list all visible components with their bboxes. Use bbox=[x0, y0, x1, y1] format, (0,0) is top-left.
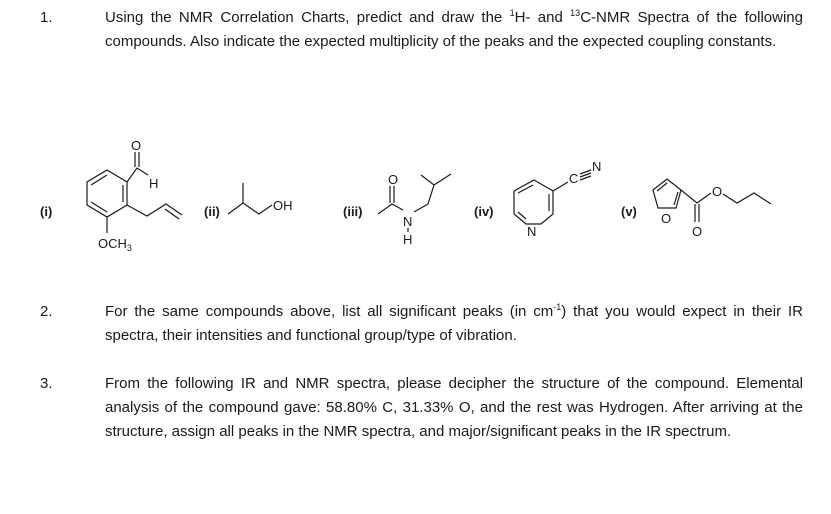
nitrile-carbon: C bbox=[569, 171, 579, 186]
hydroxyl-group: OH bbox=[273, 198, 293, 213]
compound-i bbox=[40, 138, 182, 253]
ester-chain bbox=[681, 190, 711, 203]
superscript-1: 1 bbox=[509, 8, 515, 18]
question-1-number: 1. bbox=[40, 9, 53, 26]
amide-hydrogen: H bbox=[403, 232, 413, 247]
compound-iv bbox=[474, 159, 601, 239]
nitrile-bond bbox=[553, 182, 568, 191]
isobutyl-chain bbox=[228, 203, 272, 214]
superscript-13: 13 bbox=[570, 8, 581, 18]
nitrile-nitrogen: N bbox=[592, 159, 602, 174]
compound-v-label: (v) bbox=[621, 204, 637, 219]
compound-i-label: (i) bbox=[40, 204, 53, 219]
question-3-number: 3. bbox=[40, 375, 53, 392]
question-3-text: From the following IR and NMR spectra, please decipher the structure of the compound. Elemental analysis of the compound gave: 58.80% C, 31.33% O, and the rest was Hydrogen. After arriving at the structure, assign all peaks in the NMR spectra, and major/significant peaks in the IR spectrum. bbox=[105, 375, 803, 440]
benzene-ring bbox=[87, 170, 127, 217]
question-1-text: Using the NMR Correlation Charts, predict and draw the $^1$H- and $^{13}$C-NMR Spectra of the following compounds. Also indicate the expected multiplicity of the peaks and the expected coupling constants. bbox=[105, 8, 803, 50]
compound-v bbox=[621, 179, 771, 239]
methoxy-group: $OCH_3$ bbox=[98, 236, 132, 253]
ester-oxygen: O bbox=[712, 184, 723, 199]
compound-ii-label: (ii) bbox=[204, 204, 220, 219]
ring-double-bond bbox=[91, 175, 107, 185]
compound-iv-label: (iv) bbox=[474, 204, 494, 219]
compound-structures bbox=[0, 130, 831, 270]
ring-double-bond bbox=[518, 185, 533, 193]
ring-double-bond bbox=[657, 183, 667, 191]
allyl-double-bond bbox=[165, 209, 179, 219]
acetyl-bond bbox=[378, 204, 403, 214]
furan-oxygen: O bbox=[661, 211, 672, 226]
allyl-chain bbox=[127, 204, 182, 216]
pyridine-nitrogen: N bbox=[527, 224, 537, 239]
compound-iii-label: (iii) bbox=[343, 204, 363, 219]
ring-double-bond bbox=[91, 202, 107, 212]
propyl-chain bbox=[723, 193, 771, 204]
aldehyde-hydrogen: H bbox=[149, 176, 159, 191]
amide-nitrogen: N bbox=[403, 214, 413, 229]
carbonyl-oxygen: O bbox=[692, 224, 703, 239]
pyridine-ring bbox=[514, 180, 553, 224]
superscript-minus-1: -1 bbox=[553, 302, 562, 312]
compound-iii bbox=[343, 172, 451, 247]
isobutyl-chain bbox=[414, 175, 434, 212]
aldehyde-oxygen: O bbox=[131, 138, 142, 153]
compound-ii bbox=[204, 183, 293, 219]
amide-oxygen: O bbox=[388, 172, 399, 187]
question-2-text: For the same compounds above, list all significant peaks (in $cm^{-1}$) that you would expect in their IR spectra, their intensities and functional group/type of vibration. bbox=[105, 302, 803, 344]
methyl-branch bbox=[434, 174, 451, 185]
question-2-number: 2. bbox=[40, 303, 53, 320]
aldehyde-bond bbox=[127, 168, 148, 182]
